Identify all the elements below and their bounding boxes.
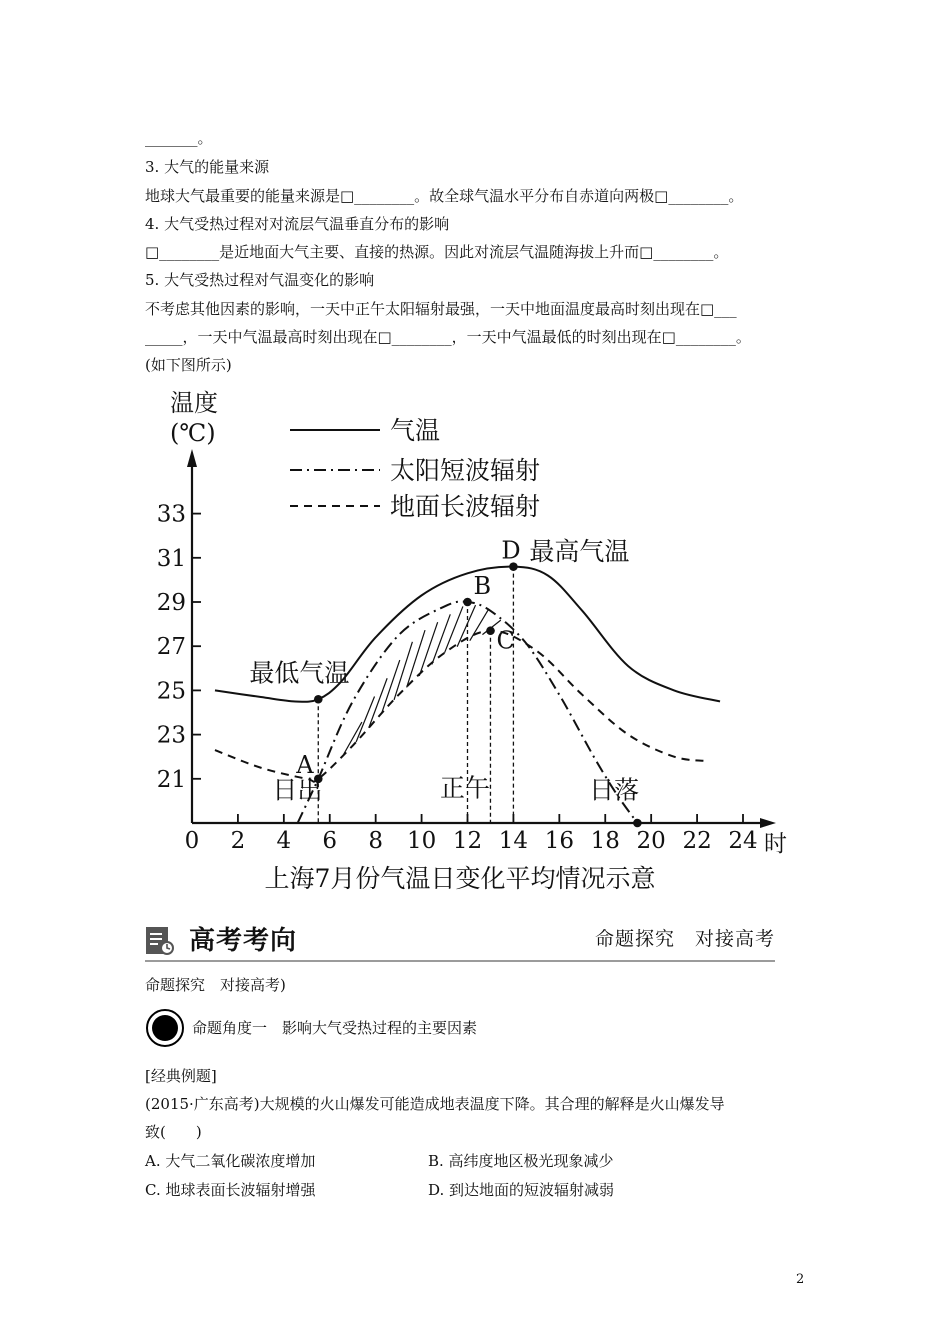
hatch-line xyxy=(470,610,488,641)
x-axis-arrow xyxy=(760,818,776,828)
y-tick-label: 31 xyxy=(156,545,186,572)
x-tick-label: 22 xyxy=(682,828,712,854)
section-subtitle: 命题探究 对接高考 xyxy=(594,928,775,950)
point-label-a: A xyxy=(296,750,314,779)
text-line: 命题探究 对接高考) xyxy=(145,976,286,994)
legend-label: 气温 xyxy=(390,416,441,445)
chart-annotation: 最高气温 xyxy=(529,536,630,566)
text-line: (如下图所示) xyxy=(145,356,232,374)
legend-label: 太阳短波辐射 xyxy=(390,456,541,485)
hatch-line xyxy=(419,622,437,676)
chart-title: 上海7月份气温日变化平均情况示意 xyxy=(264,864,656,893)
example-heading: [经典例题] xyxy=(145,1067,217,1085)
x-tick-label: 16 xyxy=(544,828,574,854)
data-point xyxy=(463,598,472,607)
y-tick-label: 27 xyxy=(156,634,186,661)
text-line: 地球大气最重要的能量来源是□________。故全球气温水平分布自赤道向两极□________。 xyxy=(145,187,744,205)
hatch-line xyxy=(432,614,450,664)
x-tick-label: 24 xyxy=(728,828,758,854)
y-tick-label: 33 xyxy=(156,501,186,528)
hatch-line xyxy=(344,722,362,754)
x-tick-label: 18 xyxy=(590,828,620,854)
option-b: B. 高纬度地区极光现象减少 xyxy=(428,1152,614,1170)
chart-annotation: 日出 xyxy=(272,775,323,805)
temperature-chart xyxy=(140,385,800,900)
chart-annotation: 正午 xyxy=(439,773,490,803)
data-point xyxy=(486,626,495,635)
series-line-dashed xyxy=(215,631,709,782)
angle-heading: 命题角度一 影响大气受热过程的主要因素 xyxy=(192,1019,478,1037)
chart-labels xyxy=(249,537,639,805)
text-line: 不考虑其他因素的影响，一天中正午太阳辐射最强，一天中地面温度最高时刻出现在□___ xyxy=(145,300,737,318)
bullet-circle-icon xyxy=(145,1008,185,1048)
x-tick-label: 20 xyxy=(636,828,666,854)
text-line: □________是近地面大气主要、直接的热源。因此对流层气温随海拔上升而□________。 xyxy=(145,243,729,261)
x-tick-label: 2 xyxy=(230,828,246,854)
x-tick-label: 10 xyxy=(406,828,437,854)
x-tick-label: 0 xyxy=(184,828,200,854)
option-a: A. 大气二氧化碳浓度增加 xyxy=(145,1152,316,1170)
hatch-line xyxy=(457,605,475,647)
point-label-b: B xyxy=(473,572,492,600)
point-label-c: C xyxy=(496,626,515,655)
data-point xyxy=(633,819,642,828)
x-tick-label: 12 xyxy=(452,828,483,854)
text-line: _____，一天中气温最高时刻出现在□________，一天中气温最低的时刻出现在□________。 xyxy=(145,328,751,346)
data-point xyxy=(314,695,323,704)
document-icon xyxy=(145,926,175,956)
page-number: 2 xyxy=(796,1272,805,1287)
y-tick-label: 21 xyxy=(156,766,186,793)
section-title: 高考考向 xyxy=(189,926,298,956)
heading-temperature-change: 5. 大气受热过程对气温变化的影响 xyxy=(145,271,375,289)
legend-label: 地面长波辐射 xyxy=(390,492,541,521)
x-tick-label: 6 xyxy=(322,828,338,854)
heading-vertical-distribution: 4. 大气受热过程对对流层气温垂直分布的影响 xyxy=(145,215,450,233)
option-c: C. 地球表面长波辐射增强 xyxy=(145,1181,316,1199)
chart-legend xyxy=(290,416,540,521)
x-tick-label: 8 xyxy=(368,828,383,854)
question-text: (2015·广东高考)大规模的火山爆发可能造成地表温度下降。其合理的解释是火山爆发导 xyxy=(145,1095,725,1113)
y-tick-label: 29 xyxy=(156,590,186,616)
y-axis-unit: (℃) xyxy=(170,419,216,447)
question-text: 致( ) xyxy=(145,1123,202,1141)
x-tick-label: 4 xyxy=(276,828,292,854)
text-line: _______。 xyxy=(145,129,213,147)
chart-annotation: 最低气温 xyxy=(249,658,350,688)
y-axis-label: 温度 xyxy=(170,389,218,417)
chart-annotation: 日落 xyxy=(589,775,640,805)
x-tick-label: 14 xyxy=(498,828,529,854)
option-d: D. 到达地面的短波辐射减弱 xyxy=(428,1181,615,1199)
point-label-d: D xyxy=(501,536,521,565)
y-tick-label: 23 xyxy=(156,722,186,749)
x-axis-unit: 时 xyxy=(764,831,787,857)
y-tick-label: 25 xyxy=(156,678,186,705)
shaded-area xyxy=(344,605,501,754)
heading-energy-source: 3. 大气的能量来源 xyxy=(145,158,270,176)
section-header xyxy=(145,918,775,962)
hatch-line xyxy=(407,630,425,687)
y-axis-arrow xyxy=(187,449,197,467)
chart-svg xyxy=(140,385,800,900)
